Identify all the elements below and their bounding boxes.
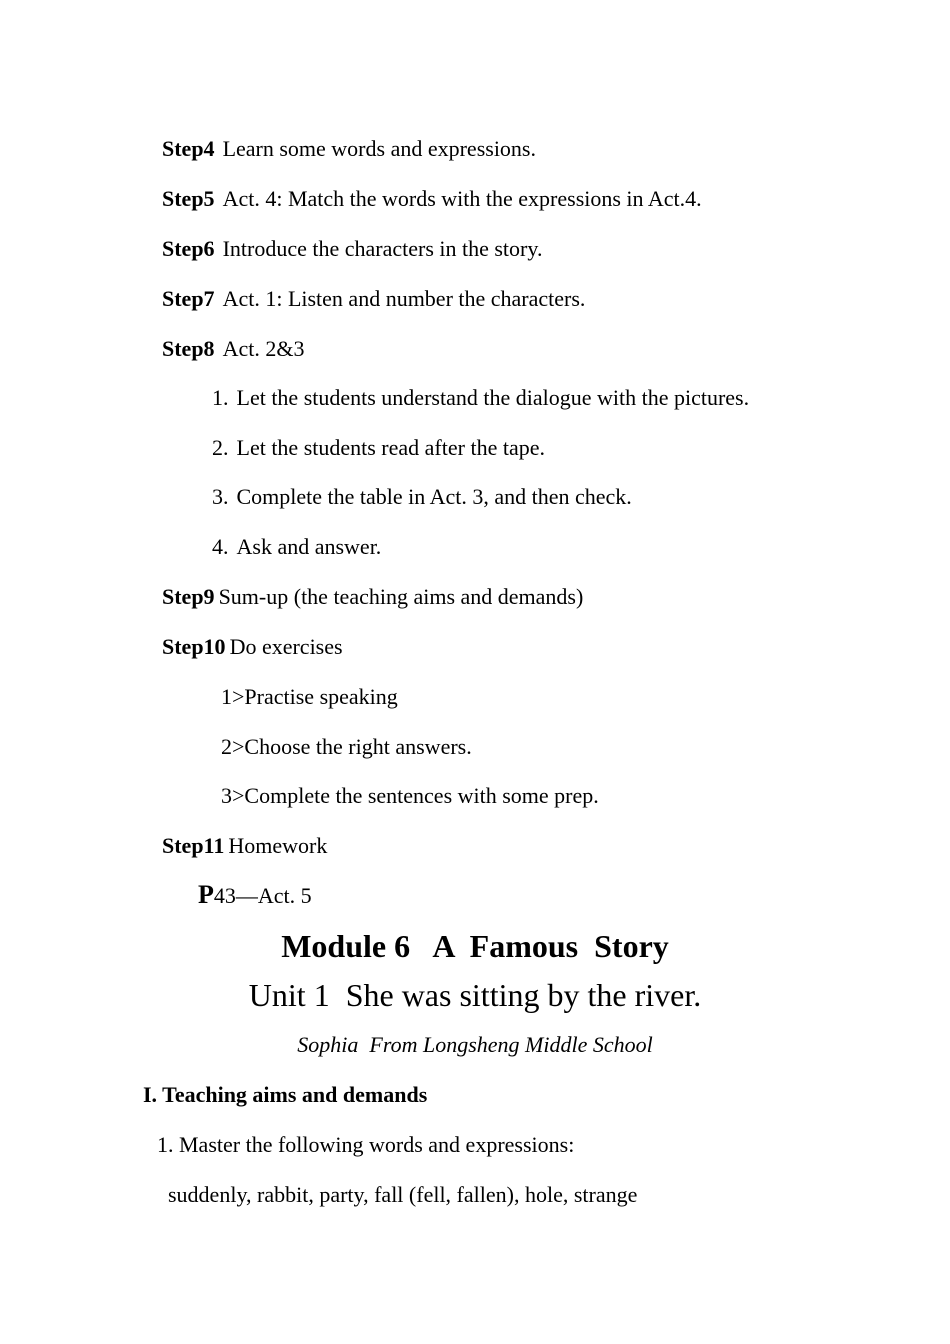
homework-page-text: 43—Act. 5	[213, 883, 312, 908]
item-text: Ask and answer.	[236, 534, 382, 559]
item-number: 4.	[212, 534, 229, 559]
item-text: Complete the sentences with some prep.	[244, 783, 599, 808]
item-number: 2.	[212, 435, 229, 460]
step-8	[162, 336, 304, 362]
step-text: Introduce the characters in the story.	[222, 236, 543, 261]
step-text: Do exercises	[229, 634, 343, 659]
homework-detail	[198, 882, 312, 909]
step-label: Step9	[162, 584, 215, 609]
step-text: Homework	[228, 833, 328, 858]
step-4	[162, 136, 536, 162]
item-number: 1.	[212, 385, 229, 410]
item-text: Let the students read after the tape.	[236, 435, 545, 460]
item-number: 1>	[221, 684, 245, 709]
step-label: Step5	[162, 186, 215, 211]
step8-item	[212, 484, 632, 510]
step-text: Act. 4: Match the words with the expressions in Act.4.	[222, 186, 702, 211]
step8-item	[212, 435, 545, 461]
step10-item	[221, 734, 472, 760]
step-label: Step8	[162, 336, 215, 361]
step-10	[162, 634, 343, 660]
item-text: Complete the table in Act. 3, and then check.	[236, 484, 632, 509]
item-text: Choose the right answers.	[244, 734, 472, 759]
step10-item	[221, 783, 599, 809]
item-text: Let the students understand the dialogue with the pictures.	[236, 385, 750, 410]
step10-item	[221, 684, 398, 710]
item-number: 2>	[221, 734, 245, 759]
module-title	[0, 927, 950, 965]
step-text: Sum-up (the teaching aims and demands)	[218, 584, 584, 609]
step8-item	[212, 385, 749, 411]
step-5	[162, 186, 702, 212]
step-label: Step10	[162, 634, 226, 659]
section-heading: I. Teaching aims and demands	[143, 1082, 428, 1107]
homework-page-prefix: P	[198, 880, 214, 909]
item-number: 3.	[212, 484, 229, 509]
word-list: suddenly, rabbit, party, fall (fell, fallen), hole, strange	[168, 1182, 638, 1207]
step-label: Step11	[162, 833, 225, 858]
unit-title	[0, 976, 950, 1014]
step-label: Step6	[162, 236, 215, 261]
step-text: Learn some words and expressions.	[222, 136, 536, 161]
step-label: Step4	[162, 136, 215, 161]
step-6	[162, 236, 542, 262]
author-line	[0, 1032, 950, 1058]
step-label: Step7	[162, 286, 215, 311]
step-text: Act. 1: Listen and number the characters.	[222, 286, 586, 311]
step-7	[162, 286, 585, 312]
step-9	[162, 584, 583, 610]
step-text: Act. 2&3	[222, 336, 305, 361]
step-11	[162, 833, 327, 859]
step8-item	[212, 534, 381, 560]
section-item: 1. Master the following words and expressions:	[157, 1132, 575, 1157]
unit-title-text: Unit 1 She was sitting by the river.	[248, 977, 702, 1013]
module-title-text: Module 6 A Famous Story	[281, 928, 669, 964]
item-text: Practise speaking	[244, 684, 398, 709]
item-number: 3>	[221, 783, 245, 808]
author-text: Sophia From Longsheng Middle School	[297, 1032, 653, 1057]
